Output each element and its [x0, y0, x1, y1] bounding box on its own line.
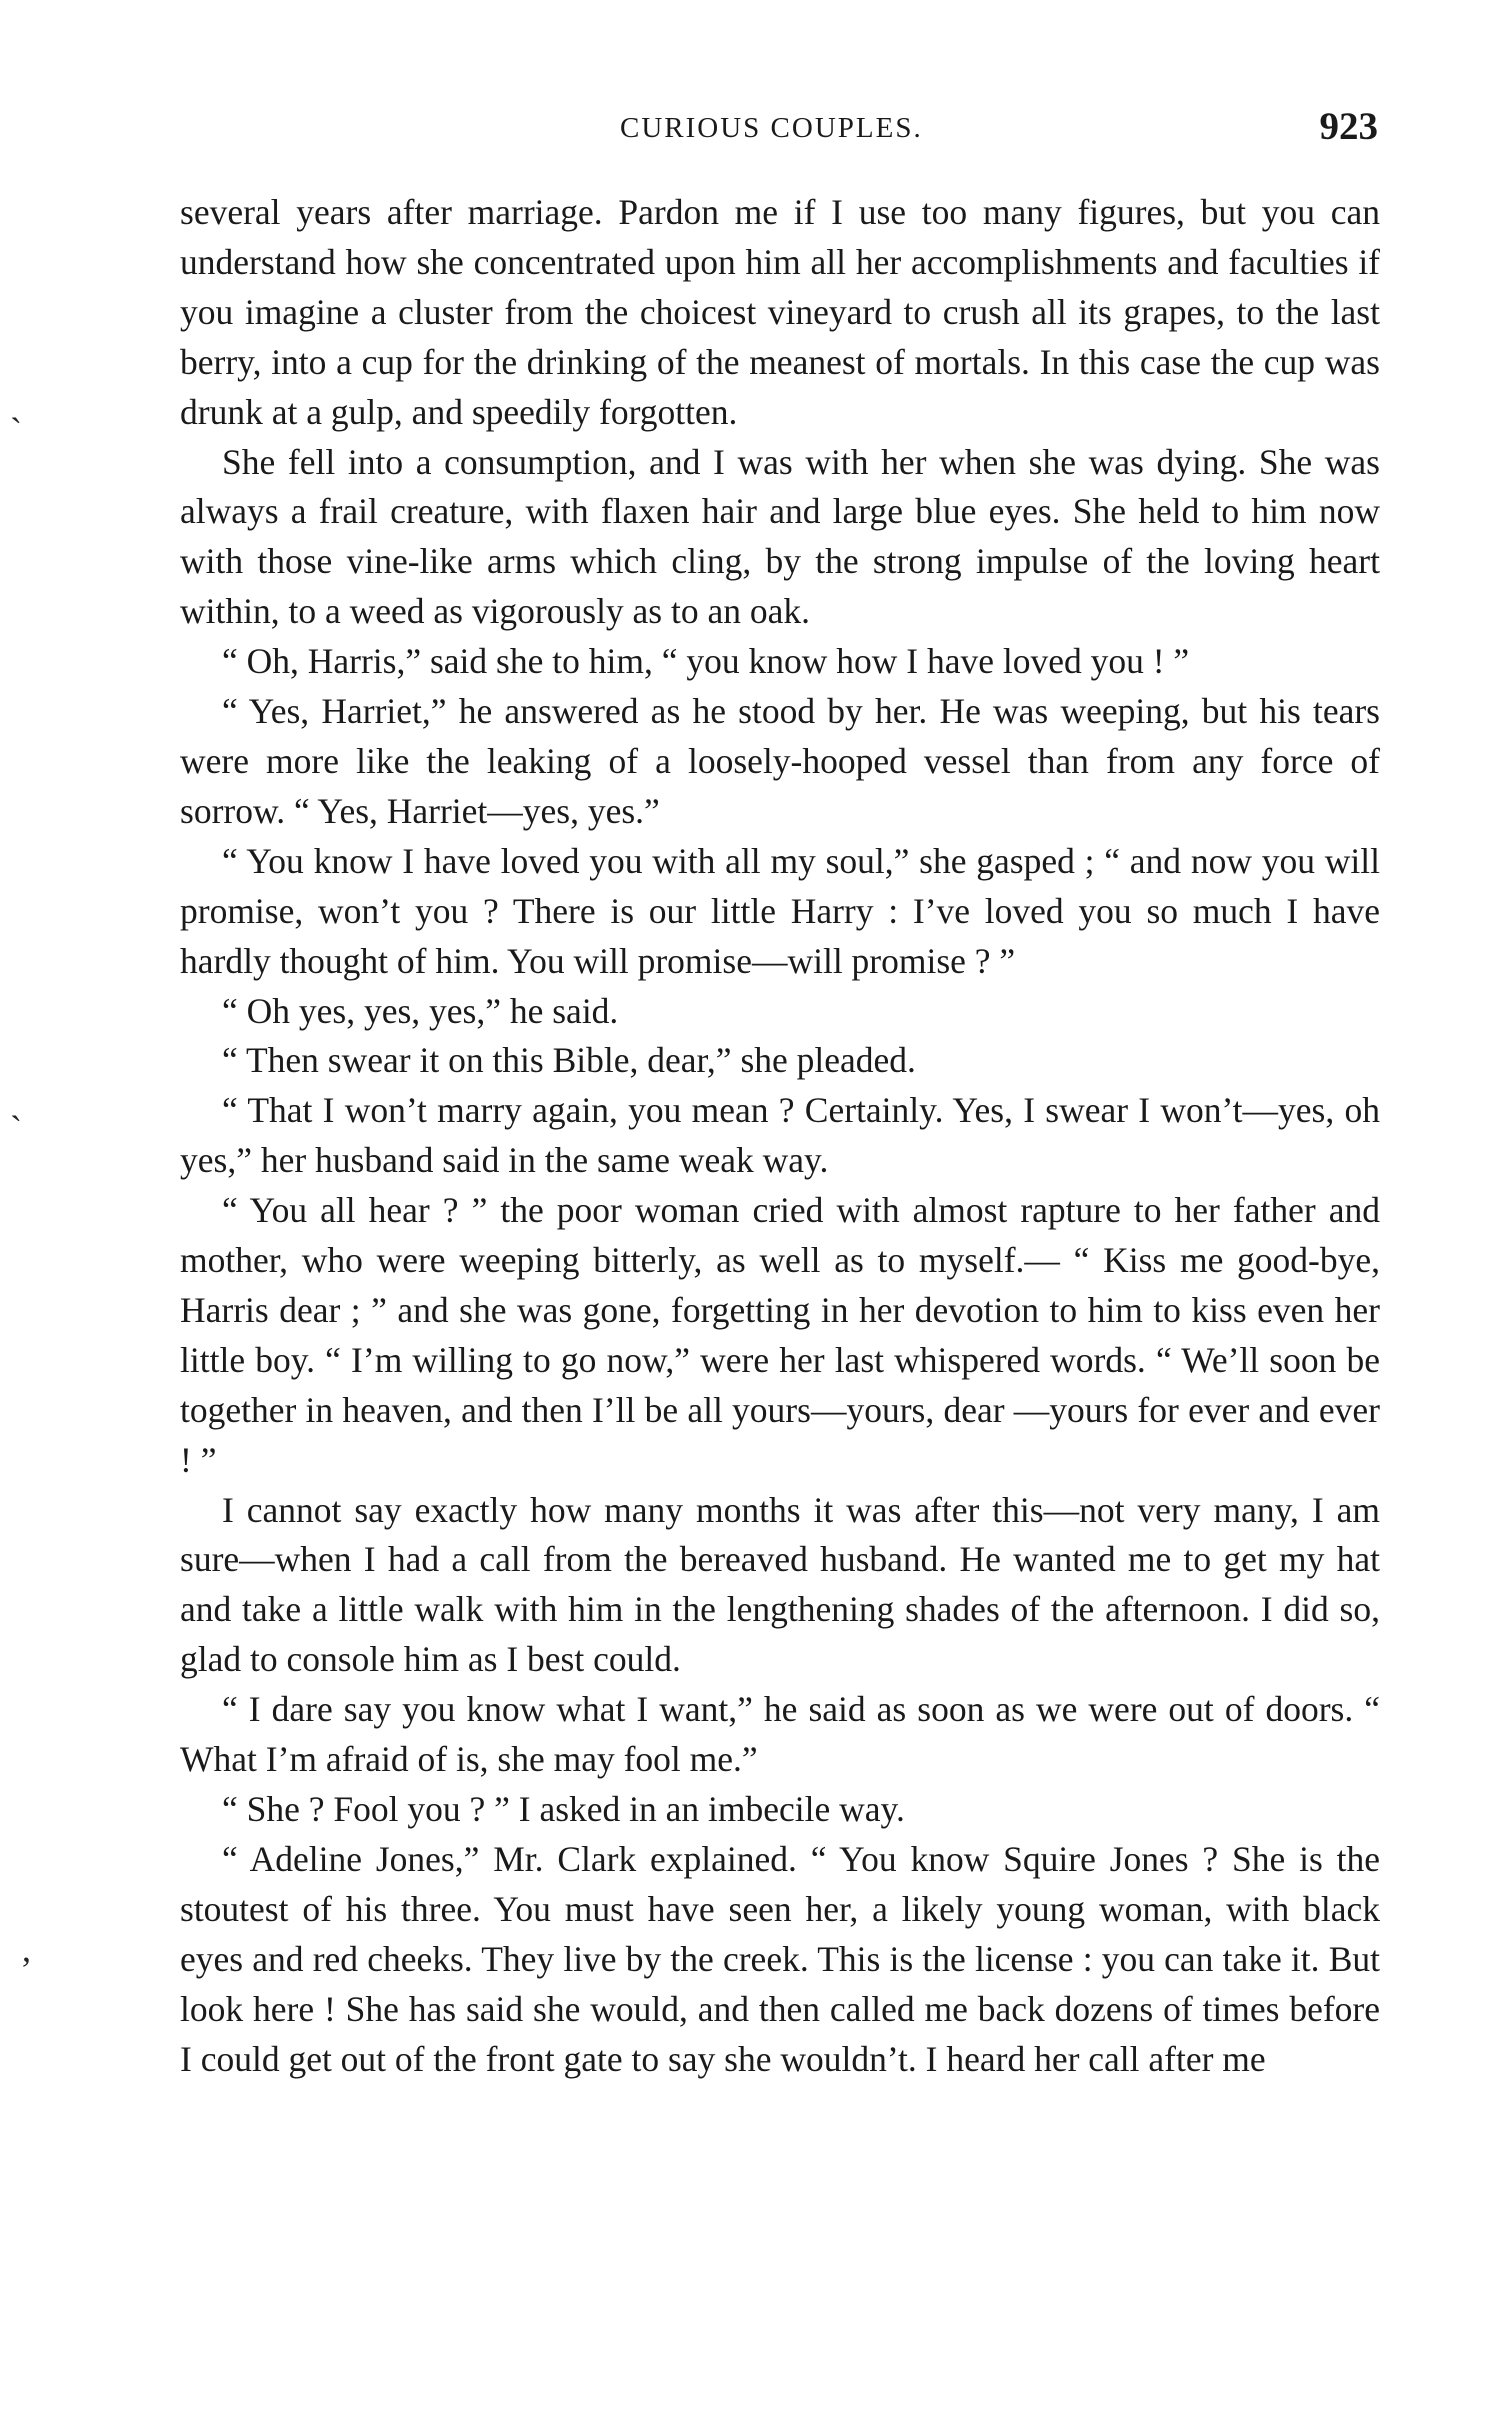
paragraph: several years after marriage. Pardon me if I use too many figures, but you can understand how she concentrated upon him all her accomplishments and faculties if you imagine a cluster from the choicest vineyard to crush all its grapes, to the last berry, into a cup for the drinking of the meanest of mortals. In this case the cup was drunk at a gulp, and speedily forgotten. [180, 192, 1380, 432]
margin-tick-mark: , [22, 1929, 31, 1969]
paragraph: “ That I won’t marry again, you mean ? Certainly. Yes, I swear I won’t—yes, oh yes,” her husband said in the same weak way. [180, 1090, 1380, 1181]
paragraph: “ You all hear ? ” the poor woman cried with almost rapture to her father and mother, who were weeping bitterly, as well as to myself.— “ Kiss me good-bye, Harris dear ; ” and she was gone, forgetting in her devotion to him to kiss even her little boy. “ I’m willing to go now,” were her last whispered words. “ We’ll soon be together in heaven, and then I’ll be all yours—yours, dear —yours for ever and ever ! ” [180, 1190, 1380, 1480]
paragraph: “ I dare say you know what I want,” he said as soon as we were out of doors. “ What I’m afraid of is, she may fool me.” [180, 1689, 1380, 1780]
margin-tick-mark: ˎ [10, 1081, 22, 1121]
paragraph: “ Then swear it on this Bible, dear,” she pleaded. [222, 1040, 916, 1081]
paragraph: “ Oh, Harris,” said she to him, “ you know how I have loved you ! ” [222, 641, 1190, 682]
page-number: 923 [1319, 105, 1378, 148]
paragraph: She fell into a consumption, and I was with her when she was dying. She was always a frail creature, with flaxen hair and large blue eyes. She held to him now with those vine-like arms which cling, by the strong impulse of the loving heart within, to a weed as vigorously as to an oak. [180, 441, 1380, 632]
paragraph: “ Oh yes, yes, yes,” he said. [222, 990, 619, 1031]
body-text [180, 188, 1380, 2084]
paragraph: I cannot say exactly how many months it was after this—not very many, I am sure—when I had a call from the bereaved husband. He wanted me to get my hat and take a little walk with him in the lengthening shades of the afternoon. I did so, glad to console him as I best could. [180, 1489, 1380, 1680]
running-title: CURIOUS COUPLES. [620, 112, 923, 144]
paragraph: “ Yes, Harriet,” he answered as he stood by her. He was weeping, but his tears were more like the leaking of a loosely-hooped vessel than from any force of sorrow. “ Yes, Harriet—yes, yes.” [180, 691, 1380, 831]
paragraph: “ You know I have loved you with all my soul,” she gasped ; “ and now you will promise, won’t you ? There is our little Harry : I’ve loved you so much I have hardly thought of him. You will promise—will promise ? ” [180, 840, 1380, 981]
paragraph: “ Adeline Jones,” Mr. Clark explained. “ You know Squire Jones ? She is the stoutest of his three. You must have seen her, a likely young woman, with black eyes and red cheeks. They live by the creek. This is the license : you can take it. But look here ! She has said she would, and then called me back dozens of times before I could get out of the front gate to say she wouldn’t. I heard her call after me [180, 1838, 1380, 2079]
paragraph: “ She ? Fool you ? ” I asked in an imbecile way. [222, 1789, 905, 1829]
margin-tick-mark: ˎ [10, 383, 22, 423]
